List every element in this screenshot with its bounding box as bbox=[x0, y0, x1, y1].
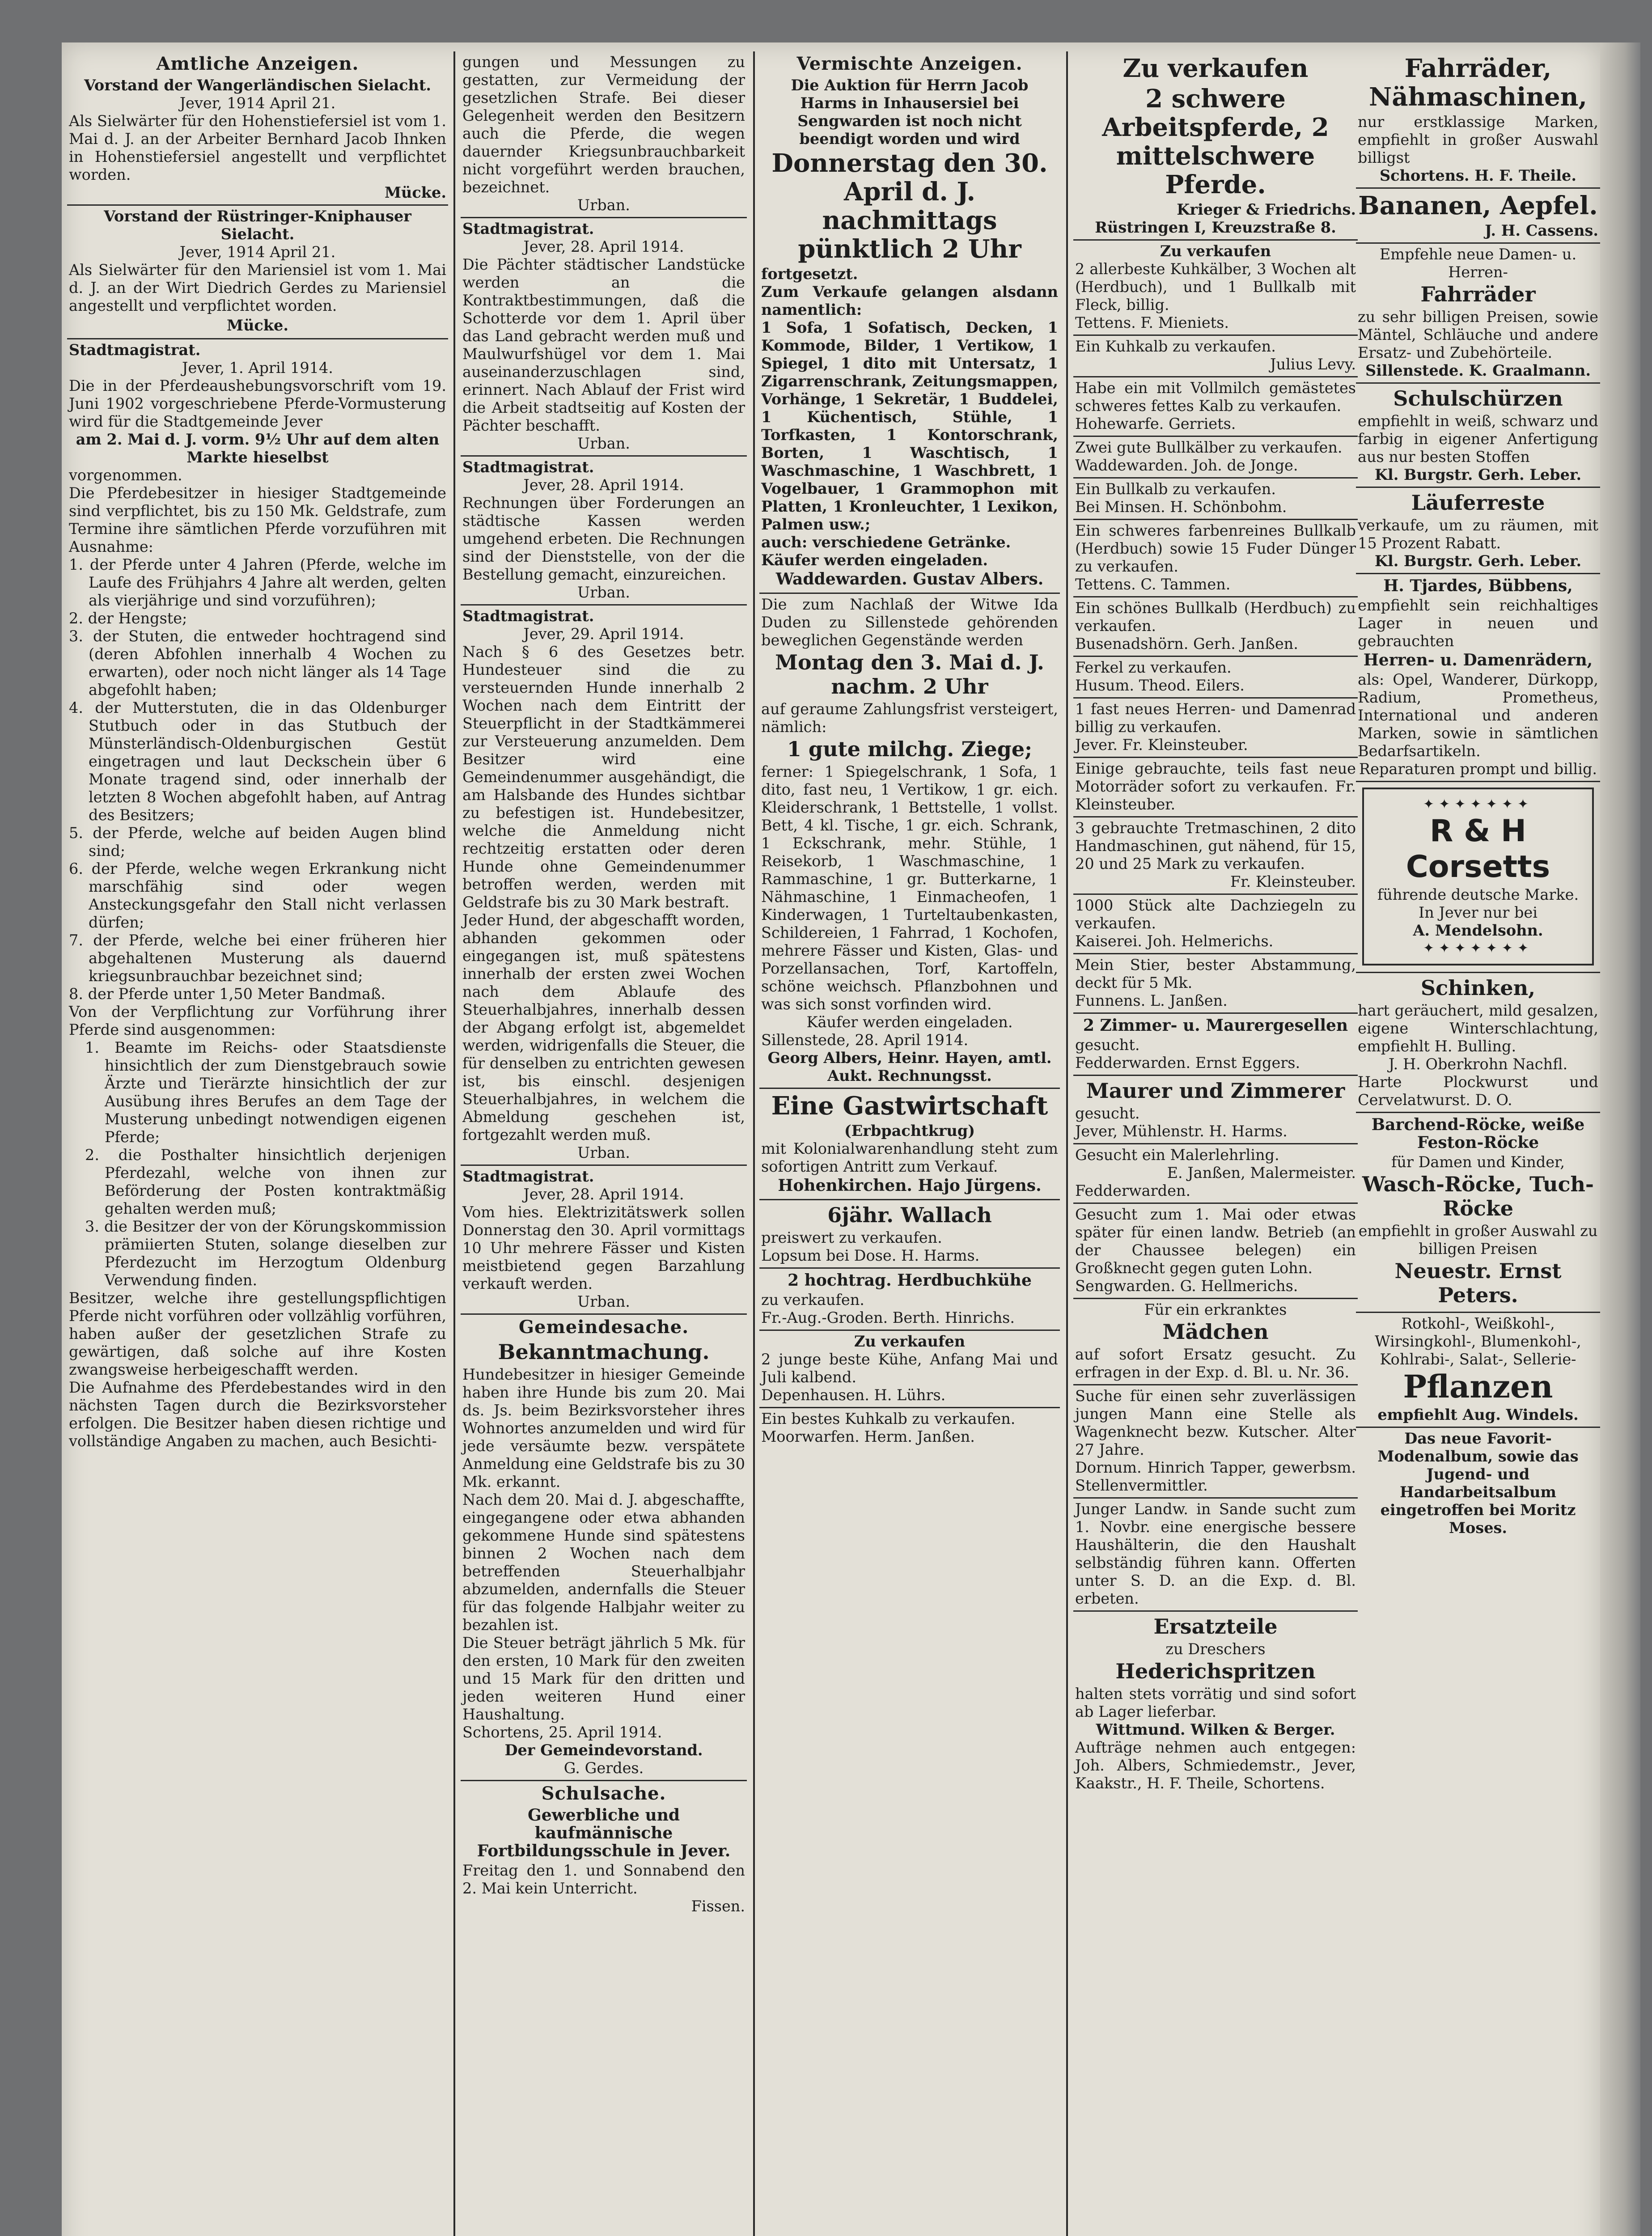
text-line: E. Janßen, Malermeister. bbox=[1167, 1164, 1356, 1182]
advert-heading: 6jähr. Wallach bbox=[827, 1203, 992, 1227]
text-line: preiswert zu verkaufen. bbox=[761, 1229, 942, 1246]
section-heading: Amtliche Anzeigen. bbox=[156, 53, 359, 74]
text-line: Funnens. L. Janßen. bbox=[1075, 992, 1228, 1009]
advert-heading: Schulschürzen bbox=[1393, 386, 1563, 411]
text-line: 3. die Besitzer der von der Körungskommission prämiierten Stuten, solange dieselben zur Pferdezucht im Herzogtum Oldenburg Verwendung finden. bbox=[85, 1218, 446, 1289]
text-line: Urban. bbox=[577, 196, 630, 214]
advert-heading: Bekanntmachung. bbox=[498, 1340, 710, 1364]
text-line: Stadtmagistrat. bbox=[462, 458, 594, 476]
text-line: Als Sielwärter für den Hohenstiefersiel ist vom 1. Mai d. J. an der Arbeiter Bernhard Jacob Ihnken in Hohenstiefersiel angestellt und verpflichtet worden. bbox=[69, 112, 446, 183]
text-line: Ein bestes Kuhkalb zu verkaufen. bbox=[761, 1410, 1016, 1427]
text-line: Fissen. bbox=[691, 1897, 745, 1915]
text-line: Die Pächter städtischer Landstücke werden an die Kontraktbestimmungen, daß die Schotterde vor dem 1. April über das Land gebracht werden muß und Maulwurfshügel vor dem 1. Mai auseinanderzuschlagen sind, erinnert. Nach Ablauf der Frist wird die Arbeit stadtseitig auf Kosten der Pächter beschafft. bbox=[462, 256, 745, 434]
text-line: Urban. bbox=[577, 584, 630, 601]
advert-heading: Fahrräder, Nähmaschinen, bbox=[1369, 54, 1587, 112]
text-line: Zu verkaufen bbox=[1160, 242, 1271, 260]
text-line: Besitzer, welche ihre gestellungspflichtigen Pferde nicht vorführen oder vollzählig vorführen, haben außer der gesetzlichen Strafe zu gewärtigen, daß solche auf ihre Kosten zwangsweise herbeigeschafft werden. bbox=[69, 1289, 446, 1378]
text-line: Gesucht zum 1. Mai oder etwas später für einen landw. Betrieb (an der Chaussee belegen) ein Großknecht gegen guten Lohn. bbox=[1075, 1206, 1356, 1277]
section-heading: Vermischte Anzeigen. bbox=[796, 53, 1023, 74]
advert-heading: Barchend-Röcke, weiße Feston-Röcke bbox=[1371, 1115, 1585, 1152]
text-line: Käufer werden eingeladen. bbox=[806, 1013, 1013, 1031]
advert-heading: Bananen, Aepfel. bbox=[1358, 191, 1598, 220]
notice-block bbox=[1356, 1428, 1600, 1540]
text-line: Der Gemeindevorstand. bbox=[504, 1741, 703, 1759]
text-line: 3. der Stuten, die entweder hochtragend sind (deren Abfohlen innerhalb 4 Wochen zu erwarten), oder noch nicht länger als 14 Tage abgefohlt haben; bbox=[69, 627, 446, 699]
text-line: Jever, 28. April 1914. bbox=[523, 1186, 684, 1203]
text-line: Nach § 6 des Gesetzes betr. Hundesteuer sind die zu versteuernden Hunde innerhalb 2 Wochen nach dem Eintritt der Steuerpflicht in der Stadtkämmerei zur Versteuerung anzumelden. Dem Besitzer wird eine Gemeindenummer ausgehändigt, die am Halsbande des Hundes sichtbar zu befestigen ist. Hundebesitzer, welche die Anmeldung nicht rechtzeitig erstatten oder deren Hunde ohne Gemeindenummer betroffen werden, werden mit Geldstrafe bis zu 30 Mark bestraft. bbox=[462, 643, 745, 911]
text-line: Waddewarden. Joh. de Jonge. bbox=[1075, 457, 1298, 474]
text-line: Dornum. Hinrich Tapper, gewerbsm. Stellenvermittler. bbox=[1075, 1459, 1356, 1494]
column-rule bbox=[753, 51, 755, 2236]
notice-block bbox=[1356, 1113, 1600, 1313]
text-line: zu Dreschers bbox=[1165, 1640, 1266, 1658]
notice-block bbox=[1073, 1144, 1358, 1204]
advert-heading: Hederichspritzen bbox=[1115, 1659, 1316, 1683]
advert-heading: Eine Gastwirtschaft bbox=[771, 1091, 1048, 1121]
text-line: 5. der Pferde, welche auf beiden Augen blind sind; bbox=[69, 824, 446, 860]
text-line: Hohewarfe. Gerriets. bbox=[1075, 415, 1236, 432]
text-line: Wittmund. Wilken & Berger. bbox=[1096, 1721, 1335, 1738]
notice-block bbox=[1356, 782, 1600, 973]
ornament-border: ✦✦✦✦✦✦✦ bbox=[1423, 796, 1533, 812]
text-line: Für ein erkranktes bbox=[1144, 1301, 1287, 1318]
newspaper-page bbox=[62, 42, 1600, 2236]
text-line: Vorstand der Wangerländischen Sielacht. bbox=[84, 76, 432, 94]
advert-heading: H. Tjardes, Bübbens, bbox=[1383, 576, 1573, 595]
text-line: Junger Landw. in Sande sucht zum 1. Novbr. eine energische bessere Haushälterin, die den Haushalt selbständig führen kann. Offerten unter S. D. an die Exp. d. Bl. erbeten. bbox=[1075, 1500, 1356, 1607]
column-3 bbox=[759, 51, 1060, 2236]
text-line: gungen und Messungen zu gestatten, zur Vermeidung der gesetzlichen Strafe. Bei dieser Gelegenheit werden den Besitzern auch die Pferde, die wegen dauernder Kriegsunbrauchbarkeit nicht vorgeführt werden brauchen, bezeichnet. bbox=[462, 53, 745, 196]
notice-block bbox=[1356, 488, 1600, 574]
notice-block bbox=[1073, 1299, 1358, 1385]
text-line: empfiehlt in großer Auswahl zu billigen Preisen bbox=[1358, 1222, 1598, 1258]
notice-block bbox=[1356, 973, 1600, 1113]
notice-block bbox=[759, 1408, 1060, 1448]
advert-heading: Hohenkirchen. Hajo Jürgens. bbox=[778, 1176, 1042, 1195]
text-line: Busenadshörn. Gerh. Janßen. bbox=[1075, 635, 1298, 652]
text-line: Depenhausen. H. Lührs. bbox=[761, 1386, 946, 1404]
text-line: Harte Plockwurst und Cervelatwurst. D. O. bbox=[1358, 1073, 1598, 1109]
advert-text: A. Mendelsohn. bbox=[1413, 922, 1543, 939]
text-line: Tettens. F. Mieniets. bbox=[1075, 314, 1229, 331]
notice-block bbox=[1073, 1612, 1358, 1795]
notice-block bbox=[1073, 377, 1358, 437]
page-edge bbox=[1600, 42, 1640, 2236]
text-line: fortgesetzt. bbox=[761, 265, 858, 283]
notice-block bbox=[1073, 241, 1358, 336]
text-line: 3 gebrauchte Tretmaschinen, 2 dito Handmaschinen, gut nähend, für 15, 20 und 25 Mark zu verkaufen. bbox=[1075, 819, 1356, 872]
notice-block bbox=[1073, 479, 1358, 520]
notice-block bbox=[759, 1331, 1060, 1408]
advert-heading: Mädchen bbox=[1162, 1320, 1269, 1344]
notice-block bbox=[1073, 1499, 1358, 1612]
text-line: Mücke. bbox=[384, 184, 446, 201]
text-line: Jever, 1. April 1914. bbox=[182, 359, 333, 377]
text-line: halten stets vorrätig und sind sofort ab Lager lieferbar. bbox=[1075, 1685, 1356, 1720]
text-line: Vorstand der Rüstringer-Kniphauser Sielacht. bbox=[104, 208, 411, 243]
advert-heading: Zu verkaufen bbox=[1123, 54, 1309, 83]
text-line: Kaiserei. Joh. Helmerichs. bbox=[1075, 932, 1274, 950]
text-line: Ein Kuhkalb zu verkaufen. bbox=[1075, 338, 1276, 355]
text-line: Rechnungen über Forderungen an städtische Kassen werden umgehend erbeten. Die Rechnungen sind der Dienststelle, von der die Bestellung gemacht, einzureichen. bbox=[462, 494, 745, 583]
column-1 bbox=[67, 51, 448, 2236]
text-line: Nach dem 20. Mai d. J. abgeschaffte, eingegangene oder etwa abhanden gekommene Hunde sind spätestens binnen 2 Wochen nach dem betreffenden Steuerhalbjahr abzumelden, andernfalls die Steuer für das folgende Halbjahr weiter zu bezahlen ist. bbox=[462, 1491, 745, 1634]
text-line: Hundebesitzer in hiesiger Gemeinde haben ihre Hunde bis zum 20. Mai ds. Js. beim Bezirksvorsteher ihres Wohnortes anzumelden und wird für jede versäumte bezw. verspätete Anmeldung eine Geldstrafe bis zu 30 Mk. erkannt. bbox=[462, 1366, 745, 1491]
text-line: Moorwarfen. Herm. Janßen. bbox=[761, 1428, 975, 1445]
notice-block bbox=[1073, 520, 1358, 597]
advert-heading: 1 gute milchg. Ziege; bbox=[787, 737, 1033, 761]
text-line: mit Kolonialwarenhandlung steht zum sofortigen Antritt zum Verkauf. bbox=[761, 1140, 1058, 1175]
advert-heading: Maurer und Zimmerer bbox=[1086, 1079, 1345, 1103]
notice-block bbox=[1356, 244, 1600, 384]
section-heading: Schulsache. bbox=[541, 1783, 666, 1804]
text-line: Aufträge nehmen auch entgegen: Joh. Albers, Schmiedemstr., Jever, Kaakstr., H. F. Theile, Schortens. bbox=[1075, 1739, 1356, 1792]
advert-heading: Donnerstag den 30. April d. J. nachmittags pünktlich 2 Uhr bbox=[771, 148, 1048, 264]
text-line: ferner: 1 Spiegelschrank, 1 Sofa, 1 dito, fast neu, 1 Vertikow, 1 gr. eich. Kleiderschrank, 1 Bettstelle, 1 vollst. Bett, 4 kl. Tische, 1 gr. eich. Schrank, 1 Eckschrank, mehr. Stühle, 1 Reisekorb, 1 Waschmaschine, 1 Rammaschine, 1 gr. Butterkarne, 1 Nähmaschine, 1 Einmacheofen, 1 Kinderwagen, 1 Turteltaubenkasten, Schildereien, 1 Fahrrad, 1 Kochofen, mehrere Fässer und Kisten, Glas- und Porzellansachen, Torf, Kartoffeln, schöne weichsch. Pflanzbohnen und was sich sonst vorfinden wird. bbox=[761, 763, 1058, 1013]
notice-block bbox=[1073, 1204, 1358, 1299]
text-line: für Damen und Kinder, bbox=[1391, 1153, 1565, 1171]
text-line: 2 allerbeste Kuhkälber, 3 Wochen alt (Herdbuch), und 1 Bullkalb mit Fleck, billig. bbox=[1075, 260, 1356, 313]
advert-heading: 2 schwere Arbeitspferde, 2 mittelschwere Pferde. bbox=[1102, 84, 1329, 199]
text-line: Stadtmagistrat. bbox=[462, 220, 594, 237]
notice-block bbox=[1356, 1313, 1600, 1428]
notice-block bbox=[1356, 574, 1600, 782]
notice-block bbox=[759, 1200, 1060, 1269]
notice-block bbox=[1073, 657, 1358, 699]
text-line: als: Opel, Wanderer, Dürkopp, Radium, Prometheus, International und anderen Marken, sowie in sämtlichen Bedarfsartikeln. bbox=[1358, 671, 1598, 760]
advert-heading: Montag den 3. Mai d. J. nachm. 2 Uhr bbox=[775, 650, 1044, 699]
text-line: Sillenstede. K. Graalmann. bbox=[1365, 362, 1591, 379]
text-line: Fr.-Aug.-Groden. Berth. Hinrichs. bbox=[761, 1309, 1015, 1326]
notice-block bbox=[1073, 1014, 1358, 1076]
text-line: Zu verkaufen bbox=[854, 1333, 966, 1350]
text-line: Fedderwarden. Ernst Eggers. bbox=[1075, 1054, 1300, 1071]
text-line: Stadtmagistrat. bbox=[462, 1168, 594, 1185]
text-line: Bei Minsen. H. Schönbohm. bbox=[1075, 498, 1287, 516]
notice-block bbox=[1073, 699, 1358, 758]
text-line: Rüstringen I, Kreuzstraße 8. bbox=[1095, 219, 1336, 236]
notice-block bbox=[1356, 51, 1600, 189]
text-line: gesucht. bbox=[1075, 1036, 1140, 1054]
text-line: Die Aufnahme des Pferdebestandes wird in den nächsten Tagen durch die Bezirksvorsteher erfolgen. Die Besitzer haben diesen richtige und vollständige Angaben zu machen, auch Besichti- bbox=[69, 1379, 446, 1450]
advert-heading: Corsetts bbox=[1406, 849, 1550, 885]
text-line: 7. der Pferde, welche bei einer früheren hier abgehaltenen Musterung als dauernd kriegsunbrauchbar bezeichnet sind; bbox=[69, 932, 446, 985]
advert-text: In Jever nur bei bbox=[1419, 904, 1538, 921]
text-line: Als Sielwärter für den Mariensiel ist vom 1. Mai d. J. an der Wirt Diedrich Gerdes zu Mariensiel angestellt und verpflichtet worden. bbox=[69, 261, 446, 314]
text-line: 2. der Hengste; bbox=[69, 610, 187, 627]
text-line: Stadtmagistrat. bbox=[462, 607, 594, 625]
text-line: 1 fast neues Herren- und Damenrad billig zu verkaufen. bbox=[1075, 700, 1356, 736]
notice-block bbox=[1356, 384, 1600, 488]
text-line: zu sehr billigen Preisen, sowie Mäntel, Schläuche und andere Ersatz- und Zubehörteile. bbox=[1358, 308, 1598, 361]
advert-text: führende deutsche Marke. bbox=[1377, 886, 1579, 903]
advert-heading: Wasch-Röcke, Tuch-Röcke bbox=[1362, 1172, 1594, 1220]
ornament-border: ✦✦✦✦✦✦✦ bbox=[1423, 940, 1533, 956]
notice-block bbox=[1073, 895, 1358, 954]
notice-block bbox=[1073, 954, 1358, 1014]
text-line: Zum Verkaufe gelangen alsdann namentlich: bbox=[761, 283, 1058, 318]
notice-block bbox=[759, 51, 1060, 594]
notice-block bbox=[461, 457, 747, 606]
section-heading: Gemeindesache. bbox=[518, 1317, 689, 1338]
column-4 bbox=[1073, 51, 1358, 2236]
notice-block bbox=[67, 51, 448, 206]
text-line: vorgenommen. bbox=[69, 466, 182, 484]
advert-heading: Gewerbliche und kaufmännische Fortbildungsschule in Jever. bbox=[477, 1806, 731, 1860]
notice-block bbox=[461, 1781, 747, 1918]
text-line: Gesucht ein Malerlehrling. bbox=[1075, 1146, 1279, 1164]
advert-heading: Läuferreste bbox=[1411, 491, 1545, 515]
text-line: Suche für einen sehr zuverlässigen jungen Mann eine Stelle als Wagenknecht bezw. Kutscher. Alter 27 Jahre. bbox=[1075, 1387, 1356, 1458]
column-2 bbox=[461, 51, 747, 2236]
text-line: Von der Verpflichtung zur Vorführung ihrer Pferde sind ausgenommen: bbox=[69, 1003, 446, 1038]
notice-block bbox=[461, 1166, 747, 1315]
text-line: Jever, 29. April 1914. bbox=[523, 625, 684, 643]
text-line: Zwei gute Bullkälber zu verkaufen. bbox=[1075, 439, 1343, 456]
text-line: Jever, 28. April 1914. bbox=[523, 476, 684, 494]
text-line: Schortens, 25. April 1914. bbox=[462, 1724, 662, 1741]
text-line: Krieger & Friedrichs. bbox=[1177, 201, 1356, 218]
text-line: Ein schweres farbenreines Bullkalb (Herdbuch) sowie 15 Fuder Dünger zu verkaufen. bbox=[1075, 522, 1356, 575]
text-line: Die in der Pferdeaushebungsvorschrift vom 19. Juni 1902 vorgeschriebene Pferde-Vormusterung wird für die Stadtgemeinde Jever bbox=[69, 377, 446, 430]
text-line: Das neue Favorit-Modenalbum, sowie das Jugend- und Handarbeitsalbum eingetroffen bei Moritz Moses. bbox=[1377, 1430, 1579, 1537]
text-line: Käufer werden eingeladen. bbox=[761, 551, 988, 569]
advert-heading: 2 hochtrag. Herdbuchkühe bbox=[788, 1271, 1032, 1290]
text-line: 4. der Mutterstuten, die in das Oldenburger Stutbuch oder in das Stutbuch der Münsterländisch-Oldenburgischen Gestüt eingetragen und laut Deckschein über 6 Monate tragend sind, oder innerhalb der letzten 8 Wochen abgefohlt haben, auf Antrag des Besitzers; bbox=[69, 699, 446, 824]
text-line: 1000 Stück alte Dachziegeln zu verkaufen. bbox=[1075, 897, 1356, 932]
text-line: G. Gerdes. bbox=[563, 1759, 644, 1777]
notice-block bbox=[1073, 1076, 1358, 1144]
text-line: Georg Albers, Heinr. Hayen, amtl. Aukt. Rechnungsst. bbox=[767, 1049, 1052, 1084]
advert-heading: Neuestr. Ernst Peters. bbox=[1394, 1259, 1562, 1307]
notice-block bbox=[67, 339, 448, 1453]
advert-heading: Fahrräder bbox=[1420, 282, 1536, 306]
text-line: auf sofort Ersatz gesucht. Zu erfragen in der Exp. d. Bl. u. Nr. 36. bbox=[1075, 1346, 1356, 1381]
text-line: Lopsum bei Dose. H. Harms. bbox=[761, 1247, 980, 1264]
text-line: auf geraume Zahlungsfrist versteigert, nämlich: bbox=[761, 700, 1058, 736]
text-line: Die zum Nachlaß der Witwe Ida Duden zu Sillenstede gehörenden beweglichen Gegenstände werden bbox=[761, 596, 1058, 649]
notice-block bbox=[1073, 437, 1358, 479]
text-line: verkaufe, um zu räumen, mit 15 Prozent Rabatt. bbox=[1358, 517, 1598, 552]
text-line: Empfehle neue Damen- u. Herren- bbox=[1379, 246, 1577, 281]
column-rule bbox=[1066, 51, 1068, 2236]
notice-block bbox=[1073, 51, 1358, 241]
text-line: Freitag den 1. und Sonnabend den 2. Mai kein Unterricht. bbox=[462, 1862, 745, 1897]
notice-block bbox=[461, 1315, 747, 1781]
text-line: 1 Sofa, 1 Sofatisch, Decken, 1 Kommode, Bilder, 1 Vertikow, 1 Spiegel, 1 dito mit Untersatz, 1 Zigarrenschrank, Zeitungsmappen, Vorhänge, 1 Sekretär, 1 Buddelei, 1 Küchentisch, Stühle, 1 Torfkasten, 1 Kontorschrank, Borten, 1 Waschtisch, 1 Waschmaschine, 1 Waschbrett, 1 Vogelbauer, 1 Grammophon mit Platten, 1 Kronleuchter, 1 Lexikon, Palmen usw.; bbox=[761, 319, 1058, 533]
text-line: Tettens. C. Tammen. bbox=[1075, 576, 1231, 593]
text-line: Jeder Hund, der abgeschafft worden, abhanden gekommen oder eingegangen ist, muß spätestens innerhalb der ersten zwei Wochen nach dem Ablaufe des Steuerhalbjahres, innerhalb dessen der Abgang erfolgt ist, abgemeldet werden, widrigenfalls die Steuer, die für denselben zu entrichten gewesen ist, bis einschl. desjenigen Steuerhalbjahres, in welchem die Abmeldung geschehen ist, fortgezahlt werden muß. bbox=[462, 911, 745, 1143]
advert-heading: Ersatzteile bbox=[1153, 1614, 1278, 1639]
text-line: Die Steuer beträgt jährlich 5 Mk. für den ersten, 10 Mark für den zweiten und 15 Mark für den dritten und jeden weiteren Hund einer Haushaltung. bbox=[462, 1634, 745, 1723]
text-line: Habe ein mit Vollmilch gemästetes schweres fettes Kalb zu verkaufen. bbox=[1075, 379, 1356, 415]
notice-block bbox=[1356, 189, 1600, 244]
text-line: Jever, Mühlenstr. H. Harms. bbox=[1075, 1122, 1288, 1140]
text-line: Husum. Theod. Eilers. bbox=[1075, 677, 1245, 694]
text-line: Ein schönes Bullkalb (Herdbuch) zu verkaufen. bbox=[1075, 599, 1356, 635]
text-line: Jever, 1914 April 21. bbox=[179, 243, 336, 261]
text-line: Kl. Burgstr. Gerh. Leber. bbox=[1374, 552, 1582, 570]
text-line: Mücke. bbox=[226, 317, 289, 334]
notice-block bbox=[1073, 336, 1358, 377]
column-5 bbox=[1356, 51, 1600, 2236]
notice-block bbox=[1073, 1385, 1358, 1499]
notice-block bbox=[759, 1089, 1060, 1200]
text-line: empfiehlt Aug. Windels. bbox=[1377, 1406, 1579, 1423]
text-line: Die Pferdebesitzer in hiesiger Stadtgemeinde sind verpflichtet, bis zu 150 Mk. Geldstrafe, zum Termine ihre sämtlichen Pferde vorzuführen mit Ausnahme: bbox=[69, 484, 446, 555]
advert-heading: Waddewarden. Gustav Albers. bbox=[775, 570, 1044, 589]
text-line: hart geräuchert, mild gesalzen, eigene Winterschlachtung, empfiehlt H. Bulling. bbox=[1358, 1002, 1598, 1055]
text-line: J. H. Oberkrohn Nachfl. bbox=[1388, 1055, 1568, 1073]
text-line: Die Auktion für Herrn Jacob Harms in Inhausersiel bei Sengwarden ist noch nicht beendigt worden und wird bbox=[791, 76, 1029, 148]
notice-block bbox=[1073, 597, 1358, 657]
notice-block bbox=[67, 206, 448, 339]
text-line: auch: verschiedene Getränke. bbox=[761, 534, 1011, 551]
advert-heading: R & H bbox=[1430, 813, 1526, 849]
text-line: Jever. Fr. Kleinsteuber. bbox=[1075, 736, 1248, 754]
text-line: J. H. Cassens. bbox=[1485, 222, 1598, 239]
text-line: Rotkohl-, Weißkohl-, Wirsingkohl-, Blumenkohl-, Kohlrabi-, Salat-, Sellerie- bbox=[1375, 1315, 1581, 1368]
text-line: Fr. Kleinsteuber. bbox=[1230, 873, 1356, 890]
text-line: Julius Levy. bbox=[1270, 356, 1356, 373]
advert-heading: Pflanzen bbox=[1403, 1368, 1553, 1405]
text-line: Einige gebrauchte, teils fast neue Motorräder sofort zu verkaufen. Fr. Kleinsteuber. bbox=[1075, 760, 1356, 813]
text-line: 8. der Pferde unter 1,50 Meter Bandmaß. bbox=[69, 985, 386, 1003]
text-line: empfiehlt in weiß, schwarz und farbig in eigener Anfertigung aus nur besten Stoffen bbox=[1358, 412, 1598, 466]
text-line: Vom hies. Elektrizitätswerk sollen Donnerstag den 30. April vormittags 10 Uhr mehrere Fässer und Kisten meistbietend gegen Barzahlung verkauft werden. bbox=[462, 1203, 745, 1292]
text-line: Ein Bullkalb zu verkaufen. bbox=[1075, 480, 1276, 498]
notice-block bbox=[461, 218, 747, 457]
text-line: 1. der Pferde unter 4 Jahren (Pferde, welche im Laufe des Frühjahrs 4 Jahre alt werden, gelten als vierjährige und sind vorzuführen); bbox=[69, 556, 446, 609]
notice-block bbox=[759, 1269, 1060, 1331]
text-line: 2 junge beste Kühe, Anfang Mai und Juli kalbend. bbox=[761, 1351, 1058, 1386]
text-line: 1. Beamte im Reichs- oder Staatsdienste hinsichtlich der zum Dienstgebrauch sowie Ärzte und Tierärzte hinsichtlich der zur Ausübung ihres Berufes an dem Tage der Musterung unbedingt notwendigen eigenen Pferde; bbox=[85, 1039, 446, 1146]
text-line: Jever, 1914 April 21. bbox=[179, 94, 336, 112]
text-line: Jever, 28. April 1914. bbox=[523, 238, 684, 255]
text-line: Urban. bbox=[577, 1144, 630, 1161]
text-line: Mein Stier, bester Abstammung, deckt für 5 Mk. bbox=[1075, 956, 1356, 991]
text-line: Kl. Burgstr. Gerh. Leber. bbox=[1374, 466, 1582, 483]
text-line: Fedderwarden. bbox=[1075, 1182, 1191, 1199]
notice-block bbox=[1073, 758, 1358, 817]
text-line: empfiehlt sein reichhaltiges Lager in neuen und gebrauchten bbox=[1358, 597, 1598, 650]
advert-heading: Schinken, bbox=[1420, 976, 1536, 1000]
text-line: Sillenstede, 28. April 1914. bbox=[761, 1031, 969, 1049]
column-rule bbox=[453, 51, 455, 2236]
text-line: 2. die Posthalter hinsichtlich derjenigen Pferdezahl, welche von ihnen zur Beförderung der Posten kontraktmäßig gehalten werden muß; bbox=[85, 1146, 446, 1217]
framed-advert bbox=[1362, 788, 1594, 966]
advert-heading: Herren- u. Damenrädern, bbox=[1363, 651, 1593, 669]
text-line: Sengwarden. G. Hellmerichs. bbox=[1075, 1277, 1298, 1295]
notice-block bbox=[461, 606, 747, 1166]
text-line: 6. der Pferde, welche wegen Erkrankung nicht marschfähig sind oder wegen Ansteckungsgefahr den Stall nicht verlassen dürfen; bbox=[69, 860, 446, 931]
text-line: gesucht. bbox=[1075, 1105, 1140, 1122]
text-line: nur erstklassige Marken, empfiehlt in großer Auswahl billigst bbox=[1358, 113, 1598, 166]
text-line: Urban. bbox=[577, 435, 630, 452]
text-line: Schortens. H. F. Theile. bbox=[1379, 167, 1576, 184]
text-line: Urban. bbox=[577, 1293, 630, 1310]
advert-heading: 2 Zimmer- u. Maurergesellen bbox=[1083, 1016, 1348, 1035]
notice-block bbox=[1073, 817, 1358, 895]
text-line: (Erbpachtkrug) bbox=[844, 1122, 975, 1139]
text-line: Stadtmagistrat. bbox=[69, 341, 201, 359]
notice-block bbox=[759, 594, 1060, 1089]
text-line: Reparaturen prompt und billig. bbox=[1359, 760, 1597, 778]
text-line: zu verkaufen. bbox=[761, 1291, 864, 1309]
notice-block bbox=[461, 51, 747, 218]
text-line: am 2. Mai d. J. vorm. 9½ Uhr auf dem alten Markte hieselbst bbox=[76, 431, 440, 466]
text-line: Ferkel zu verkaufen. bbox=[1075, 659, 1232, 676]
